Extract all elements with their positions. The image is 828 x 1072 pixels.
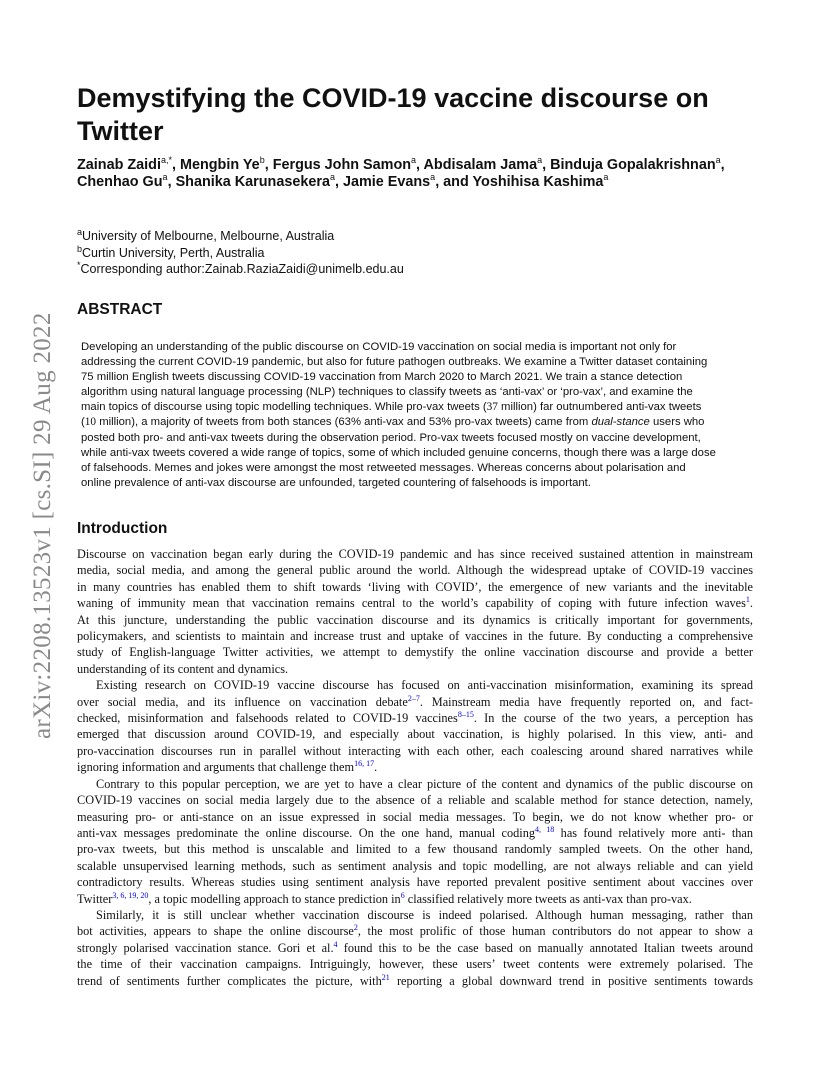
text-run: bot activities, appears to shape the online discourse: [77, 924, 354, 939]
citation-link[interactable]: 6: [400, 890, 405, 900]
body-line: [77, 710, 753, 726]
abstract-text-run: million) far outnumbered anti-vax tweets: [497, 401, 702, 414]
abstract-line: [81, 415, 751, 430]
citation-link[interactable]: 8–15: [457, 709, 474, 719]
text-run: checked, misinformation and falsehoods related to COVID-19 vaccines: [77, 711, 458, 726]
affiliation-list: [77, 228, 767, 278]
affiliation-mark: *: [77, 259, 81, 270]
body-line: contradictory results. Whereas studies using sentiment analysis have reported prevalent positive sentiment about vaccines over: [77, 875, 753, 890]
affiliation-mark: b: [77, 243, 83, 254]
text-run: , a topic modelling approach to stance prediction in: [148, 891, 401, 906]
citation-link[interactable]: 2–7: [407, 693, 420, 703]
text-run: Twitter: [77, 891, 113, 906]
author-affil-mark: a: [411, 155, 417, 166]
text-run: has found relatively more anti- than: [554, 825, 754, 840]
citation-link[interactable]: 2: [353, 923, 358, 933]
author-affil-mark: a,*: [160, 155, 172, 166]
author-affil-mark: a: [430, 171, 436, 182]
body-line: [77, 891, 753, 907]
text-run: trend of sentiments further complicates the picture, with: [77, 973, 382, 988]
text-run: . In the course of the two years, a perception has: [473, 711, 754, 726]
text-run: classified relatively more tweets as anti-vax than pro-vax.: [404, 891, 692, 906]
body-line: [77, 759, 753, 775]
affiliation: [77, 245, 767, 262]
author-name: Jamie Evans: [342, 173, 431, 190]
author-name: Fergus John Samon: [272, 157, 412, 173]
author-affil-mark: a: [603, 171, 609, 182]
body-line: [77, 923, 753, 939]
abstract-line: posted both pro- and anti-vax tweets during the observation period. Pro-vax tweets focused mostly on vaccine development,: [81, 431, 701, 444]
body-line: COVID-19 vaccines on social media largely due to the absence of a reliable and scalable method for stance detection, namely,: [77, 793, 753, 808]
body-line: At this juncture, understanding the public vaccination discourse and its dynamics is critically important for governments,: [77, 612, 753, 627]
citation-link[interactable]: 4, 18: [535, 824, 555, 834]
abstract-heading: ABSTRACT: [77, 301, 163, 318]
abstract-line: online prevalence of anti-vax discourse are unfounded, targeted countering of falsehoods is important.: [81, 476, 591, 489]
author-affil-mark: b: [259, 155, 265, 166]
text-run: ignoring information and arguments that challenge them: [77, 760, 355, 775]
body-line: policymakers, and scientists to maintain and increase trust and uptake of vaccines in the future. By conducting a comprehensive: [77, 629, 753, 644]
body-line: emerged that discussion around COVID-19, and especially about vaccination, is highly polarised. In this view, anti- and: [77, 727, 753, 742]
arxiv-identifier-stamp: arXiv:2208.13523v1 [cs.SI] 29 Aug 2022: [29, 312, 56, 739]
body-line: Similarly, it is still unclear whether vaccination discourse is indeed polarised. Although human messaging, rather than: [96, 907, 753, 922]
abstract-line: of falsehoods. Memes and jokes were amongst the most retweeted messages. Whereas concerns about polarisation and: [81, 461, 686, 474]
body-line: [77, 825, 753, 841]
body-line: [77, 595, 753, 611]
abstract-text-run: million), a majority of tweets from both stances (63% anti-vax and 53% pro-vax tweets) came from: [96, 416, 592, 429]
corresponding-author: [77, 261, 767, 278]
body-line: Discourse on vaccination began early during the COVID-19 pandemic and has since received sustained attention in mainstream: [77, 547, 753, 561]
body-line: scalable unsupervised learning methods, such as sentiment analysis and topic modelling, are not always reliable and can yield: [77, 858, 753, 873]
author-name: Zainab Zaidi: [77, 157, 161, 173]
body-line: [77, 973, 753, 989]
body-line: Existing research on COVID-19 vaccine discourse has focused on anti-vaccination misinformation, examining its spread: [96, 678, 753, 693]
body-line: pro-vaccination discourses run in parallel without interacting with each other, each coalescing around shared narratives while: [77, 743, 753, 758]
author-name: Shanika Karunasekera: [175, 173, 330, 190]
abstract-line: addressing the current COVID-19 pandemic, but also for future pathogen outbreaks. We examine a Twitter dataset containing: [81, 356, 708, 369]
body-line: [77, 694, 753, 710]
citation-link[interactable]: 1: [745, 595, 750, 605]
author-list: Zainab Zaidi$^{a,*}$, Mengbin Ye$^b$, Fergus John Samon$^a$, Abdisalam Jama$^a$, Binduja Gopalakrishnan$^a$, Chenhao Gu$^a$, Shanika Karunasekera$^a$, Jamie Evans$^a$, and Yoshihisa Kashima$^a$: [77, 155, 725, 190]
affiliation-mark: a: [77, 226, 83, 237]
citation-link[interactable]: 21: [381, 972, 390, 982]
body-line: the time of their vaccination campaigns. Intriguingly, however, these users’ tweet contents were extremely polarised. The: [77, 957, 753, 972]
affiliation-text: Corresponding author:Zainab.RaziaZaidi@unimelb.edu.au: [80, 262, 404, 276]
body-line: in many countries has enabled them to shift towards ‘living with COVID’, the emergence of new variants and the inevitable: [77, 579, 753, 594]
abstract-line: [81, 400, 751, 415]
abstract-number: 10: [84, 416, 97, 429]
body-line: understanding of its content and dynamics.: [77, 661, 289, 676]
text-run: . Mainstream media have frequently reported on, and fact-: [419, 694, 753, 709]
affiliation: [77, 228, 767, 245]
body-line: Contrary to this popular perception, we are yet to have a clear picture of the content and dynamics of the public discourse on: [96, 776, 753, 791]
abstract-text-run: main topics of discourse using topic modelling techniques. While pro-vax tweets (: [81, 401, 487, 414]
author-affil-mark: a: [162, 171, 168, 182]
abstract-text: [81, 340, 751, 491]
body-line: measuring pro- or anti-stance on an issue expressed in social media messages. To begin, we do not know whether pro- or: [77, 809, 753, 824]
citation-link[interactable]: 4: [333, 939, 338, 949]
author-affil-mark: a: [329, 171, 335, 182]
abstract-text-run: (: [81, 416, 85, 429]
text-run: .: [374, 760, 378, 775]
author-name: Abdisalam Jama: [423, 157, 538, 173]
text-run: , the most prolific of those human contributors do not appear to show a: [357, 924, 754, 939]
abstract-line: Developing an understanding of the public discourse on COVID-19 vaccination on social media is important not only for: [81, 341, 677, 353]
author-name: Yoshihisa Kashima: [472, 173, 604, 190]
abstract-text-run: users who: [649, 416, 705, 429]
text-run: anti-vax messages predominate the online discourse. On the one hand, manual coding: [77, 825, 535, 840]
author-affil-mark: a: [715, 155, 721, 166]
author-affil-mark: a: [537, 155, 543, 166]
text-run: waning of immunity mean that vaccination remains central to the world’s capability of coping with future infection waves: [77, 596, 746, 611]
text-run: over social media, and its influence on vaccination debate: [77, 694, 408, 709]
text-run: found this to be the case based on manually annotated Italian tweets around: [337, 940, 753, 955]
text-run: .: [749, 596, 753, 611]
abstract-line: while anti-vax tweets covered a wide range of topics, some of which included genuine concerns, though there was a large dose: [81, 446, 716, 459]
author-name: Mengbin Ye: [179, 157, 260, 173]
affiliation-text: University of Melbourne, Melbourne, Australia: [82, 229, 335, 243]
body-line: pro-vax tweets, but this method is unscalable and limited to a few thousand randomly sampled tweets. On the other hand,: [77, 842, 753, 857]
introduction-text: [77, 546, 753, 989]
affiliation-text: Curtin University, Perth, Australia: [82, 245, 265, 260]
introduction-heading: Introduction: [77, 520, 168, 537]
body-line: [77, 940, 753, 956]
abstract-emphasis: dual-stance: [591, 416, 650, 429]
author-name: Chenhao Gu: [77, 173, 163, 190]
abstract-line: algorithm using natural language processing (NLP) techniques to classify tweets as ‘anti-vax’ or ‘pro-vax’, and examine the: [81, 386, 693, 399]
text-run: reporting a global downward trend in positive sentiments towards: [389, 973, 753, 988]
citation-link[interactable]: 3, 6, 19, 20: [112, 890, 149, 900]
abstract-line: 75 million English tweets discussing COVID-19 vaccination from March 2020 to March 2021. We train a stance detection: [81, 371, 683, 384]
abstract-number: 37: [486, 401, 498, 414]
text-run: strongly polarised vaccination stance. Gori et al.: [77, 940, 334, 955]
paper-title: Demystifying the COVID-19 vaccine discourse on Twitter: [77, 83, 709, 146]
body-line: media, social media, and among the general public around the world. Although the widespread uptake of COVID-19 vaccines: [77, 563, 753, 578]
body-line: study of English-language Twitter activities, we attempt to demystify the online vaccination discourse and provide a better: [77, 645, 753, 660]
author-name: Binduja Gopalakrishnan: [550, 157, 716, 173]
citation-link[interactable]: 16, 17: [354, 759, 375, 769]
